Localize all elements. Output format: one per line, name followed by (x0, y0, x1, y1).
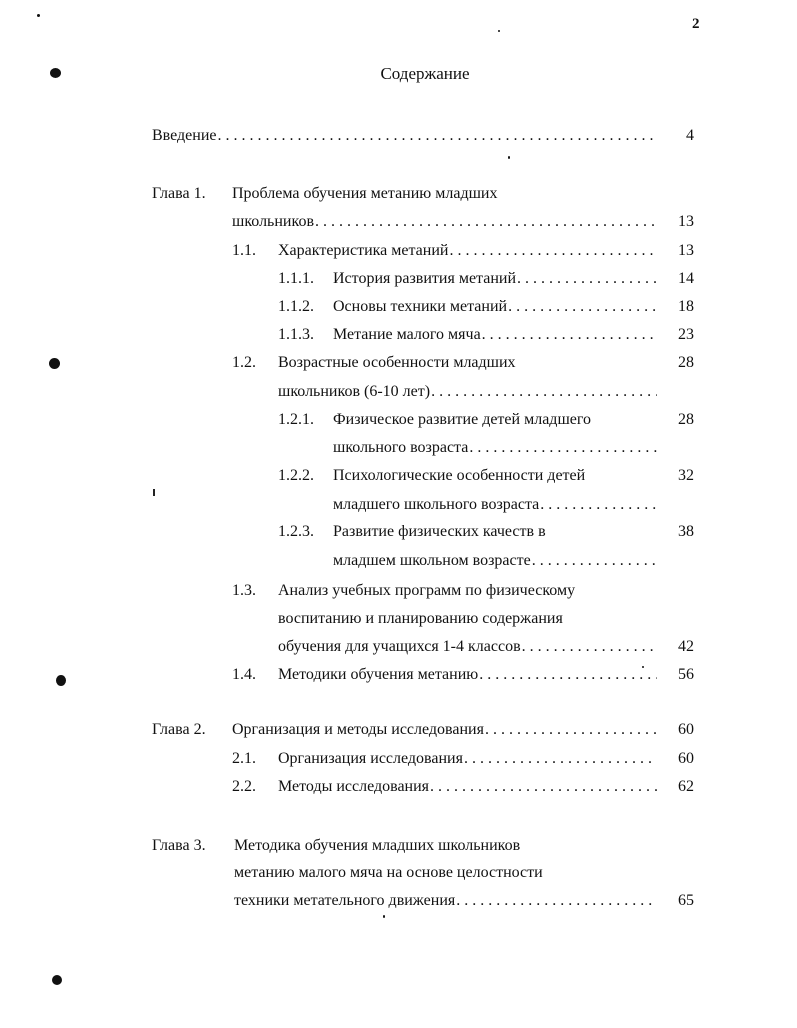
toc-entry-label: школьного возраста (333, 439, 469, 456)
section-number: 2.1. (232, 750, 256, 767)
dot-leader (315, 213, 657, 231)
dot-leader (517, 270, 657, 288)
section-number: 1.2. (232, 354, 256, 371)
section-number: 1.3. (232, 582, 256, 599)
toc-page-number: 38 (678, 523, 694, 540)
toc-entry-label: метанию малого мяча на основе целостности (234, 864, 543, 881)
toc-entry-chapter-1 (232, 213, 657, 231)
toc-entry-label: Развитие физических качеств в (333, 523, 546, 540)
dot-leader (482, 326, 657, 344)
section-number: 1.2.2. (278, 467, 314, 484)
dot-leader (464, 750, 657, 768)
toc-entry-chapter-3 (234, 892, 657, 910)
toc-entry-label: Методики обучения метанию (278, 666, 479, 683)
toc-entry-label: школьников (6-10 лет) (278, 383, 431, 400)
toc-entry-label: младшем школьном возрасте (333, 552, 531, 569)
toc-page-number: 62 (678, 778, 694, 795)
section-number: 2.2. (232, 778, 256, 795)
scan-hole-mark (56, 675, 66, 686)
toc-page-number: 4 (686, 127, 694, 144)
toc-entry-label: Введение (152, 127, 217, 144)
dot-leader (431, 383, 657, 401)
section-number: 1.1.2. (278, 298, 314, 315)
toc-entry-label: Анализ учебных программ по физическому (278, 582, 576, 599)
toc-entry-1-4 (278, 666, 657, 684)
toc-entry-label: Основы техники метаний (333, 298, 508, 315)
toc-page-number: 18 (678, 298, 694, 315)
toc-entry-label: Характеристика метаний (278, 242, 449, 259)
toc-entry-1-1 (278, 242, 657, 260)
toc-entry-1-1-3 (333, 326, 657, 344)
toc-entry-label: Методы исследования (278, 778, 430, 795)
toc-entry-1-1-2 (333, 298, 657, 316)
scan-speck (642, 666, 644, 668)
toc-entry-chapter-2 (232, 721, 657, 739)
scan-hole-mark (52, 975, 62, 985)
toc-entry-label: техники метательного движения (234, 892, 456, 909)
toc-entry-label: школьников (232, 213, 314, 230)
scan-speck (383, 915, 385, 918)
dot-leader (485, 721, 657, 739)
toc-entry-label: Психологические особенности детей (333, 467, 586, 484)
toc-page-number: 42 (678, 638, 694, 655)
page-number: 2 (692, 16, 700, 32)
scan-speck (37, 14, 40, 17)
toc-page-number: 14 (678, 270, 694, 287)
toc-page-number: 28 (678, 411, 694, 428)
toc-entry-1-2 (278, 383, 657, 401)
toc-entry-label: Возрастные особенности младших (278, 354, 516, 371)
toc-entry-label: История развития метаний (333, 270, 517, 287)
dot-leader (532, 552, 657, 570)
section-number: 1.2.3. (278, 523, 314, 540)
page-title: Содержание (380, 64, 470, 83)
section-number: 1.1.3. (278, 326, 314, 343)
toc-page-number: 13 (678, 213, 694, 230)
dot-leader (479, 666, 657, 684)
dot-leader (508, 298, 657, 316)
toc-entry-1-2-2 (333, 496, 657, 514)
scan-hole-mark (50, 68, 61, 78)
toc-entry-1-2-1 (333, 439, 657, 457)
dot-leader (449, 242, 657, 260)
scan-speck (508, 156, 510, 159)
toc-entry-label: воспитанию и планированию содержания (278, 610, 563, 627)
chapter-number: Глава 2. (152, 721, 206, 738)
toc-entry-2-2 (278, 778, 657, 796)
section-number: 1.2.1. (278, 411, 314, 428)
toc-page-number: 56 (678, 666, 694, 683)
toc-entry-1-2-3 (333, 552, 657, 570)
toc-entry-label: Организация исследования (278, 750, 463, 767)
chapter-number: Глава 3. (152, 837, 206, 854)
toc-page-number: 32 (678, 467, 694, 484)
scan-speck (498, 30, 500, 32)
scan-hole-mark (49, 358, 60, 369)
dot-leader (540, 496, 657, 514)
toc-entry-1-1-1 (333, 270, 657, 288)
toc-entry-label: младшего школьного возраста (333, 496, 540, 513)
toc-entry-label: обучения для учащихся 1-4 классов (278, 638, 521, 655)
toc-entry-1-3 (278, 638, 657, 656)
toc-page-number: 13 (678, 242, 694, 259)
toc-entry-label: Методика обучения младших школьников (234, 837, 521, 854)
toc-entry-2-1 (278, 750, 657, 768)
section-number: 1.1. (232, 242, 256, 259)
section-number: 1.1.1. (278, 270, 314, 287)
toc-entry-label: Организация и методы исследования (232, 721, 484, 738)
scan-speck (153, 489, 155, 496)
toc-entry-intro (152, 127, 657, 145)
toc-page-number: 28 (678, 354, 694, 371)
dot-leader (430, 778, 657, 796)
toc-entry-label: Физическое развитие детей младшего (333, 411, 592, 428)
toc-page-number: 23 (678, 326, 694, 343)
dot-leader (469, 439, 657, 457)
toc-entry-label: Метание малого мяча (333, 326, 481, 343)
toc-page-number: 60 (678, 721, 694, 738)
dot-leader (218, 127, 658, 145)
dot-leader (522, 638, 657, 656)
toc-page-number: 60 (678, 750, 694, 767)
toc-entry-label: Проблема обучения метанию младших (232, 185, 498, 202)
chapter-number: Глава 1. (152, 185, 206, 202)
section-number: 1.4. (232, 666, 256, 683)
toc-page-number: 65 (678, 892, 694, 909)
dot-leader (456, 892, 657, 910)
